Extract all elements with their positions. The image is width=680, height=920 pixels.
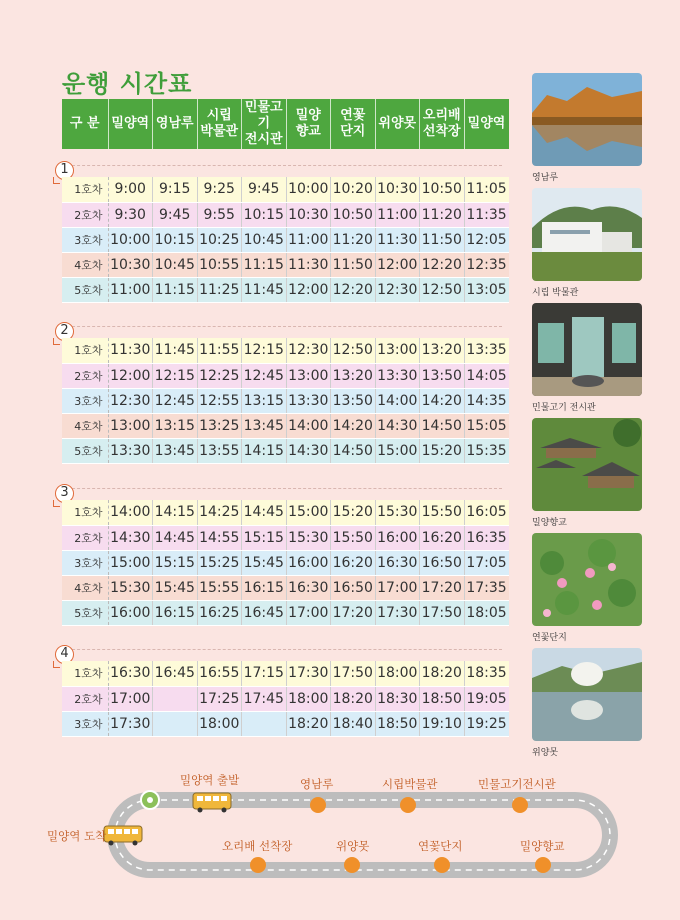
table-row <box>62 711 509 736</box>
time-cell: 17:45 <box>242 686 287 711</box>
table-row <box>62 277 509 302</box>
table-row <box>62 202 509 227</box>
time-cell: 12:00 <box>286 277 331 302</box>
time-cell: 15:15 <box>153 550 198 575</box>
route-stop-label: 위양못 <box>336 839 370 853</box>
time-cell: 18:35 <box>464 661 509 686</box>
time-cell: 19:10 <box>420 711 465 736</box>
bus-label: 1호차 <box>62 500 108 525</box>
page-title: 운행 시간표 <box>62 70 193 98</box>
time-cell: 13:00 <box>108 413 153 438</box>
bus-label: 4호차 <box>62 252 108 277</box>
time-cell: 16:55 <box>197 661 242 686</box>
bus-label: 1호차 <box>62 661 108 686</box>
time-cell: 13:20 <box>331 363 376 388</box>
time-cell: 16:15 <box>242 575 287 600</box>
time-cell: 17:20 <box>420 575 465 600</box>
time-cell: 15:20 <box>420 438 465 463</box>
time-cell: 10:30 <box>375 177 420 202</box>
time-cell: 12:05 <box>464 227 509 252</box>
time-cell: 19:05 <box>464 686 509 711</box>
time-cell: 10:15 <box>153 227 198 252</box>
time-cell: 17:00 <box>286 600 331 625</box>
bus-label: 3호차 <box>62 550 108 575</box>
time-cell: 10:15 <box>242 202 287 227</box>
section-number-badge: 3 <box>55 484 74 503</box>
time-cell: 16:00 <box>286 550 331 575</box>
time-cell: 16:30 <box>286 575 331 600</box>
time-cell: 17:50 <box>331 661 376 686</box>
header-cell: 구 분 <box>62 99 108 149</box>
time-cell: 9:15 <box>153 177 198 202</box>
time-cell: 11:05 <box>464 177 509 202</box>
time-cell: 13:15 <box>153 413 198 438</box>
time-cell: 14:50 <box>420 413 465 438</box>
table-row <box>62 363 509 388</box>
table-row <box>62 438 509 463</box>
time-cell: 12:00 <box>108 363 153 388</box>
header-cell: 연꽃 단지 <box>331 99 376 149</box>
time-cell: 14:15 <box>242 438 287 463</box>
time-cell: 9:25 <box>197 177 242 202</box>
table-row <box>62 177 509 202</box>
time-cell: 15:20 <box>331 500 376 525</box>
schedule-table <box>62 338 509 464</box>
time-cell: 14:20 <box>331 413 376 438</box>
time-cell: 16:50 <box>420 550 465 575</box>
stop-marker <box>310 797 326 813</box>
time-cell: 15:00 <box>108 550 153 575</box>
time-cell: 17:50 <box>420 600 465 625</box>
time-cell: 18:30 <box>375 686 420 711</box>
time-cell: 13:00 <box>286 363 331 388</box>
bus-label: 5호차 <box>62 600 108 625</box>
time-cell: 15:05 <box>464 413 509 438</box>
photo-caption: 밀양향교 <box>532 518 567 528</box>
time-cell: 11:55 <box>197 338 242 363</box>
photo-yeongnamnu <box>532 73 642 166</box>
time-cell: 15:30 <box>375 500 420 525</box>
time-cell: 11:20 <box>420 202 465 227</box>
time-cell: 12:30 <box>375 277 420 302</box>
time-cell: 18:20 <box>286 711 331 736</box>
route-stop-label: 밀양향교 <box>520 839 565 853</box>
table-row <box>62 661 509 686</box>
time-cell: 18:50 <box>420 686 465 711</box>
time-cell: 13:50 <box>420 363 465 388</box>
time-cell: 12:35 <box>464 252 509 277</box>
time-cell: 12:30 <box>286 338 331 363</box>
time-cell: 12:20 <box>331 277 376 302</box>
time-cell: 14:50 <box>331 438 376 463</box>
time-cell: 16:15 <box>153 600 198 625</box>
time-cell: 16:50 <box>331 575 376 600</box>
table-row <box>62 550 509 575</box>
time-cell: 14:15 <box>153 500 198 525</box>
time-cell: 16:20 <box>331 550 376 575</box>
time-cell: 15:45 <box>153 575 198 600</box>
route-start-label: 밀양역 출발 <box>180 773 240 787</box>
time-cell: 18:50 <box>375 711 420 736</box>
bus-label: 1호차 <box>62 177 108 202</box>
time-cell: 14:55 <box>197 525 242 550</box>
time-cell: 15:35 <box>464 438 509 463</box>
time-cell: 12:15 <box>242 338 287 363</box>
stop-marker <box>434 857 450 873</box>
time-cell: 16:45 <box>153 661 198 686</box>
time-cell: 13:50 <box>331 388 376 413</box>
route-stop-label: 연꽃단지 <box>418 839 463 853</box>
stop-marker <box>400 797 416 813</box>
time-cell: 11:00 <box>375 202 420 227</box>
time-cell: 14:35 <box>464 388 509 413</box>
photo-caption: 민물고기 전시관 <box>532 403 596 413</box>
time-cell: 16:25 <box>197 600 242 625</box>
time-cell: 15:55 <box>197 575 242 600</box>
route-end-label: 밀양역 도착 <box>47 829 107 843</box>
time-cell: 10:45 <box>242 227 287 252</box>
time-cell: 16:30 <box>375 550 420 575</box>
schedule-table <box>62 500 509 626</box>
time-cell: 11:25 <box>197 277 242 302</box>
table-row <box>62 500 509 525</box>
time-cell: 18:20 <box>331 686 376 711</box>
table-row <box>62 338 509 363</box>
time-cell: 10:25 <box>197 227 242 252</box>
header-cell: 밀양역 <box>108 99 153 149</box>
header-cell: 민물고기 전시관 <box>242 99 287 149</box>
time-cell: 18:00 <box>197 711 242 736</box>
stop-marker <box>535 857 551 873</box>
time-cell: 13:30 <box>286 388 331 413</box>
time-cell: 11:30 <box>286 252 331 277</box>
time-cell: 12:50 <box>420 277 465 302</box>
time-cell: 16:30 <box>108 661 153 686</box>
header-cell: 위양못 <box>375 99 420 149</box>
bus-label: 5호차 <box>62 277 108 302</box>
photo-pond <box>532 648 642 741</box>
photo-museum <box>532 188 642 281</box>
time-cell: 14:25 <box>197 500 242 525</box>
time-cell: 13:45 <box>242 413 287 438</box>
bus-label: 2호차 <box>62 202 108 227</box>
time-cell: 13:05 <box>464 277 509 302</box>
section-divider <box>62 165 502 166</box>
photo-aquarium <box>532 303 642 396</box>
bus-label: 3호차 <box>62 388 108 413</box>
section-divider <box>62 488 502 489</box>
table-row <box>62 525 509 550</box>
photo-confucian-school <box>532 418 642 511</box>
time-cell: 10:00 <box>286 177 331 202</box>
time-cell: 17:00 <box>108 686 153 711</box>
timetable-header <box>62 99 509 149</box>
time-cell: 10:30 <box>286 202 331 227</box>
time-cell: 14:45 <box>153 525 198 550</box>
time-cell <box>153 711 198 736</box>
time-cell: 18:00 <box>375 661 420 686</box>
time-cell: 9:30 <box>108 202 153 227</box>
time-cell: 18:40 <box>331 711 376 736</box>
time-cell: 19:25 <box>464 711 509 736</box>
time-cell: 10:45 <box>153 252 198 277</box>
time-cell: 11:35 <box>464 202 509 227</box>
time-cell: 12:25 <box>197 363 242 388</box>
time-cell: 11:00 <box>286 227 331 252</box>
time-cell: 14:30 <box>286 438 331 463</box>
header-cell: 시립 박물관 <box>197 99 242 149</box>
photo-lotus-field <box>532 533 642 626</box>
route-stop-label: 오리배 선착장 <box>222 839 293 853</box>
time-cell: 15:15 <box>242 525 287 550</box>
time-cell: 10:50 <box>420 177 465 202</box>
route-map <box>0 760 680 920</box>
time-cell <box>242 711 287 736</box>
table-row <box>62 252 509 277</box>
stop-marker <box>512 797 528 813</box>
section-number-badge: 2 <box>55 322 74 341</box>
table-row <box>62 575 509 600</box>
time-cell: 10:55 <box>197 252 242 277</box>
time-cell: 15:25 <box>197 550 242 575</box>
time-cell: 9:45 <box>242 177 287 202</box>
time-cell: 15:30 <box>108 575 153 600</box>
time-cell: 9:00 <box>108 177 153 202</box>
time-cell: 9:45 <box>153 202 198 227</box>
time-cell: 14:05 <box>464 363 509 388</box>
bus-label: 2호차 <box>62 525 108 550</box>
time-cell: 15:50 <box>331 525 376 550</box>
time-cell: 18:00 <box>286 686 331 711</box>
time-cell: 12:45 <box>153 388 198 413</box>
time-cell: 15:00 <box>286 500 331 525</box>
time-cell: 13:30 <box>108 438 153 463</box>
time-cell: 15:45 <box>242 550 287 575</box>
time-cell: 10:30 <box>108 252 153 277</box>
time-cell: 13:20 <box>420 338 465 363</box>
table-row <box>62 388 509 413</box>
time-cell: 17:30 <box>108 711 153 736</box>
time-cell: 18:05 <box>464 600 509 625</box>
time-cell: 14:00 <box>375 388 420 413</box>
section-divider <box>62 326 502 327</box>
time-cell: 15:00 <box>375 438 420 463</box>
time-cell: 12:55 <box>197 388 242 413</box>
time-cell: 14:00 <box>286 413 331 438</box>
time-cell: 15:30 <box>286 525 331 550</box>
header-cell: 오리배 선착장 <box>420 99 465 149</box>
route-stop-label: 영남루 <box>300 777 334 791</box>
table-row <box>62 227 509 252</box>
bus-label: 5호차 <box>62 438 108 463</box>
time-cell: 11:15 <box>242 252 287 277</box>
time-cell: 11:30 <box>108 338 153 363</box>
stop-marker <box>344 857 360 873</box>
time-cell: 12:15 <box>153 363 198 388</box>
time-cell: 17:05 <box>464 550 509 575</box>
time-cell: 12:20 <box>420 252 465 277</box>
bus-label: 2호차 <box>62 686 108 711</box>
time-cell: 17:30 <box>286 661 331 686</box>
time-cell: 11:30 <box>375 227 420 252</box>
time-cell: 12:50 <box>331 338 376 363</box>
time-cell: 13:35 <box>464 338 509 363</box>
time-cell <box>153 686 198 711</box>
stop-marker <box>250 857 266 873</box>
time-cell: 16:00 <box>375 525 420 550</box>
time-cell: 11:45 <box>242 277 287 302</box>
header-cell: 영남루 <box>153 99 198 149</box>
time-cell: 12:00 <box>375 252 420 277</box>
time-cell: 13:30 <box>375 363 420 388</box>
time-cell: 11:20 <box>331 227 376 252</box>
time-cell: 10:00 <box>108 227 153 252</box>
route-stop-label: 민물고기전시관 <box>478 777 556 791</box>
time-cell: 14:30 <box>375 413 420 438</box>
time-cell: 13:45 <box>153 438 198 463</box>
bus-label: 3호차 <box>62 711 108 736</box>
section-number-badge: 4 <box>55 645 74 664</box>
time-cell: 13:55 <box>197 438 242 463</box>
time-cell: 17:35 <box>464 575 509 600</box>
time-cell: 17:30 <box>375 600 420 625</box>
time-cell: 12:30 <box>108 388 153 413</box>
time-cell: 11:00 <box>108 277 153 302</box>
section-divider <box>62 649 502 650</box>
time-cell: 14:20 <box>420 388 465 413</box>
time-cell: 10:50 <box>331 202 376 227</box>
bus-label: 2호차 <box>62 363 108 388</box>
time-cell: 13:25 <box>197 413 242 438</box>
time-cell: 11:15 <box>153 277 198 302</box>
time-cell: 18:20 <box>420 661 465 686</box>
time-cell: 16:20 <box>420 525 465 550</box>
bus-label: 4호차 <box>62 413 108 438</box>
time-cell: 13:15 <box>242 388 287 413</box>
bus-label: 1호차 <box>62 338 108 363</box>
time-cell: 16:45 <box>242 600 287 625</box>
time-cell: 13:00 <box>375 338 420 363</box>
time-cell: 11:45 <box>153 338 198 363</box>
time-cell: 16:05 <box>464 500 509 525</box>
photo-caption: 시립 박물관 <box>532 288 579 298</box>
time-cell: 16:00 <box>108 600 153 625</box>
photo-caption: 위양못 <box>532 748 559 758</box>
header-cell: 밀양역 <box>464 99 509 149</box>
schedule-table <box>62 661 509 737</box>
bus-icon <box>193 793 231 813</box>
time-cell: 14:00 <box>108 500 153 525</box>
table-row <box>62 600 509 625</box>
time-cell: 11:50 <box>331 252 376 277</box>
photo-caption: 영남루 <box>532 173 559 183</box>
time-cell: 11:50 <box>420 227 465 252</box>
header-cell: 밀양 향교 <box>286 99 331 149</box>
time-cell: 10:20 <box>331 177 376 202</box>
photo-caption: 연꽃단지 <box>532 633 567 643</box>
time-cell: 9:55 <box>197 202 242 227</box>
bus-label: 4호차 <box>62 575 108 600</box>
time-cell: 12:45 <box>242 363 287 388</box>
time-cell: 17:15 <box>242 661 287 686</box>
schedule-table <box>62 177 509 303</box>
time-cell: 16:35 <box>464 525 509 550</box>
time-cell: 15:50 <box>420 500 465 525</box>
time-cell: 14:30 <box>108 525 153 550</box>
time-cell: 17:25 <box>197 686 242 711</box>
table-row <box>62 413 509 438</box>
bus-label: 3호차 <box>62 227 108 252</box>
time-cell: 17:00 <box>375 575 420 600</box>
table-row <box>62 686 509 711</box>
section-number-badge: 1 <box>55 161 74 180</box>
route-stop-label: 시립박물관 <box>382 777 438 791</box>
time-cell: 17:20 <box>331 600 376 625</box>
time-cell: 14:45 <box>242 500 287 525</box>
